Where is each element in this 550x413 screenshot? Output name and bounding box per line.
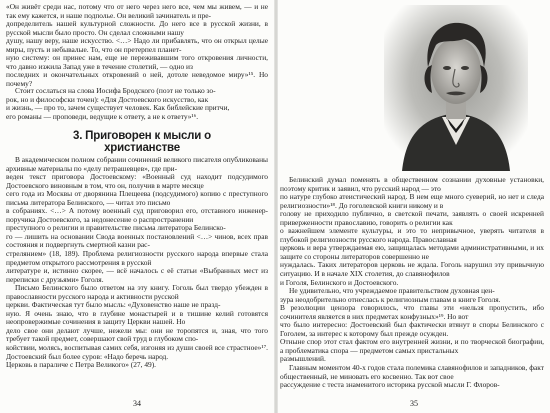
right-body-line-8: Не удивительно, что учреждаемое правительством духовная цен-: [289, 286, 495, 296]
right-page: [276, 0, 550, 413]
left-top-text: [6, 3, 268, 88]
left-body-line-6: го — лишить на основании Свода военных постановлений <…> чинов, всех прав состояния и подвергнуть смертной казни рас-: [6, 231, 268, 250]
right-body-line-9: зура неодобрительно отнеслась к религиозным главам в книге Гоголя.: [280, 294, 501, 304]
left-body-line-4: в собраниях. <…> А потому военный суд приговорил его, отставного инженер-поручика Достоевского, за недонесение о распространении: [6, 206, 268, 224]
left-body-line-9: Письмо Белинского было ответом на эту книгу. Гоголь был твердо убежден в православности русского народа и активности русской: [6, 283, 268, 301]
right-body-line-13: размышлений.: [280, 354, 326, 364]
right-body-line-3: голову не приходило публично, в светской печати, заявлять о своей искренней приверженности православию, говорить о религии как: [280, 209, 544, 227]
left-body-line-8: литературе и, истинно скорее, — всё началось с её статьи «Выбранных мест из переписки с друзьями» Гоголя.: [6, 266, 268, 284]
left-body-line-10: церкви. Фактическая тут было мысль: «Духовенство наше не празд-: [6, 300, 221, 310]
right-body-text: [280, 176, 544, 390]
section-heading: 3. Приговорен к мысли о христианстве: [73, 130, 211, 154]
portrait-image: [384, 5, 528, 171]
right-body-line-4: о важнейшем элементе культуры, и это то непривычное, уверять читателя в глубокой религиозности русского народа. Православная: [280, 226, 544, 244]
left-body-line-11: ную. Я очень знаю, что в глубине монастырей и в тишине келий готовятся неопровержимые сочинения в защиту Церкви нашей. Но: [6, 308, 268, 327]
left-top-line-3: душу, нашу веру, наше искусство. <…> Надо ли прибавлять, что он открыл целые миры, пусть и небывалые. То, что он претерпел планет-: [6, 36, 268, 54]
right-page-number: 35: [410, 399, 418, 408]
left-top-line-5: последних и окончательных откровений о ней, дотоле неведомое миру»¹⁵. Но почему?: [6, 70, 268, 88]
left-body-line-12: дело свое они делают лучше, нежели мы: они не торопятся и, зная, что того требует такой предмет, совершают свой труд в глубоком спо-: [6, 325, 268, 344]
left-quote-line-1: Стоит сослаться на слова Иосифа Бродского (поэт не только зо-: [15, 86, 216, 95]
right-body-line-14: Главным моментом 40-х годов стала полемика славянофилов и западников, факт общественный, не миновать его косвенно. Так вот свое: [280, 363, 544, 381]
left-body-line-3: сего года из Москвы от дворянина Плещеева (подсудимого) копию с преступного письма литератора Белинского, — читал это письмо: [6, 189, 268, 207]
right-body-line-1: Белинский думал поменять в общественном сознании духовные установки, поэтому критик и заявил, что русский народ — это: [280, 175, 544, 193]
left-top-line-2: допределитель нашей культурной сложности. До него все в русской жизни, в русской мысли было просто. Он сделал сложными нашу: [6, 19, 268, 37]
right-body-line-5: церковь и вера утверждаемая ею, защищалась методами административными, и их защите со стороны литераторов совершенно не: [280, 243, 544, 261]
left-quote-line-2: рок, но и философски точен): «Для Достоевского искусство, как: [6, 94, 209, 104]
right-body-line-7: и Гоголя, Белинского и Достоевского.: [280, 277, 399, 287]
left-body-line-13: койствии, молясь, воспитывая самих себя, изгоняя из души своей все страстное»¹⁷. Достоевский был более суров: «Надо беречь народ.: [6, 343, 268, 361]
left-quote-line-3: и жизнь, — про то, зачем существует человек. Как библейские притчи,: [6, 103, 230, 113]
right-body-line-15: рассуждение с теста знаменитого историка русской мысли Г. Флоров-: [280, 380, 500, 390]
right-body-line-2: по натуре глубоко атеистический народ. В нем еще много суеверий, но нет и следа религиозности»¹⁸. До гоголевской книги никому и в: [280, 192, 544, 210]
right-body-line-10: В резолюции цензора говорилось, что главы эти «нельзя пропустить, ибо сочинителя является в них предметах конфузных»¹⁹. Но вот: [280, 303, 544, 321]
left-body-text: [6, 156, 268, 370]
left-quote-text: [6, 87, 268, 121]
right-body-line-6: нуждалась. Таких литераторов церковь не ждала. Гоголь нарушил эту привычную ситуацию. И в начале XIX столетия, до славянофилов: [280, 260, 544, 279]
left-top-line-4: ную систему: он принес нам, еще не переживавшим того откровения личности, что давно изжила Запад уже в течение столетий, — одно из: [6, 53, 268, 71]
left-body-line-1: В академическом полном собрании сочинений великого писателя опубликованы архивные материалы по «делу петрашевцев», где при-: [6, 155, 268, 173]
right-body-line-11: что было интересно: Достоевский был фактически втянут в споры Белинского с Гоголем, за интерес к которому был прежде осужден.: [280, 320, 544, 338]
right-body-line-12: Отныне спор этот стал фактом его внутренней жизни, и по творческой биографии, а проблематика спора — предметом самых пристальных: [280, 337, 544, 355]
left-body-line-7: стрелянием» (18, 189). Проблема религиозности русского народа впервые стала предметом открытого рассмотрения в русской: [6, 249, 268, 267]
left-body-line-5: преступного о религии и правительстве письма литератора Белинско-: [6, 223, 226, 233]
left-body-line-2: веден текст приговора Достоевскому: «Военный суд находит подсудимого Достоевского виновным в том, что он, получив в марте месяце: [6, 172, 268, 190]
left-body-line-14: Церковь в параличе с Петра Великого» (27, 49).: [6, 360, 157, 370]
left-quote-line-4: его романы — проповеди, ведущие к ответу, а не к ответу»¹⁶.: [6, 111, 199, 121]
left-page-number: 34: [133, 399, 141, 408]
left-top-line-1: «Он живёт среди нас, потому что от него через него все, чем мы живем, — и не так ему кажется, и наше подполье. Он великий зачинатель и пре-: [6, 2, 268, 20]
